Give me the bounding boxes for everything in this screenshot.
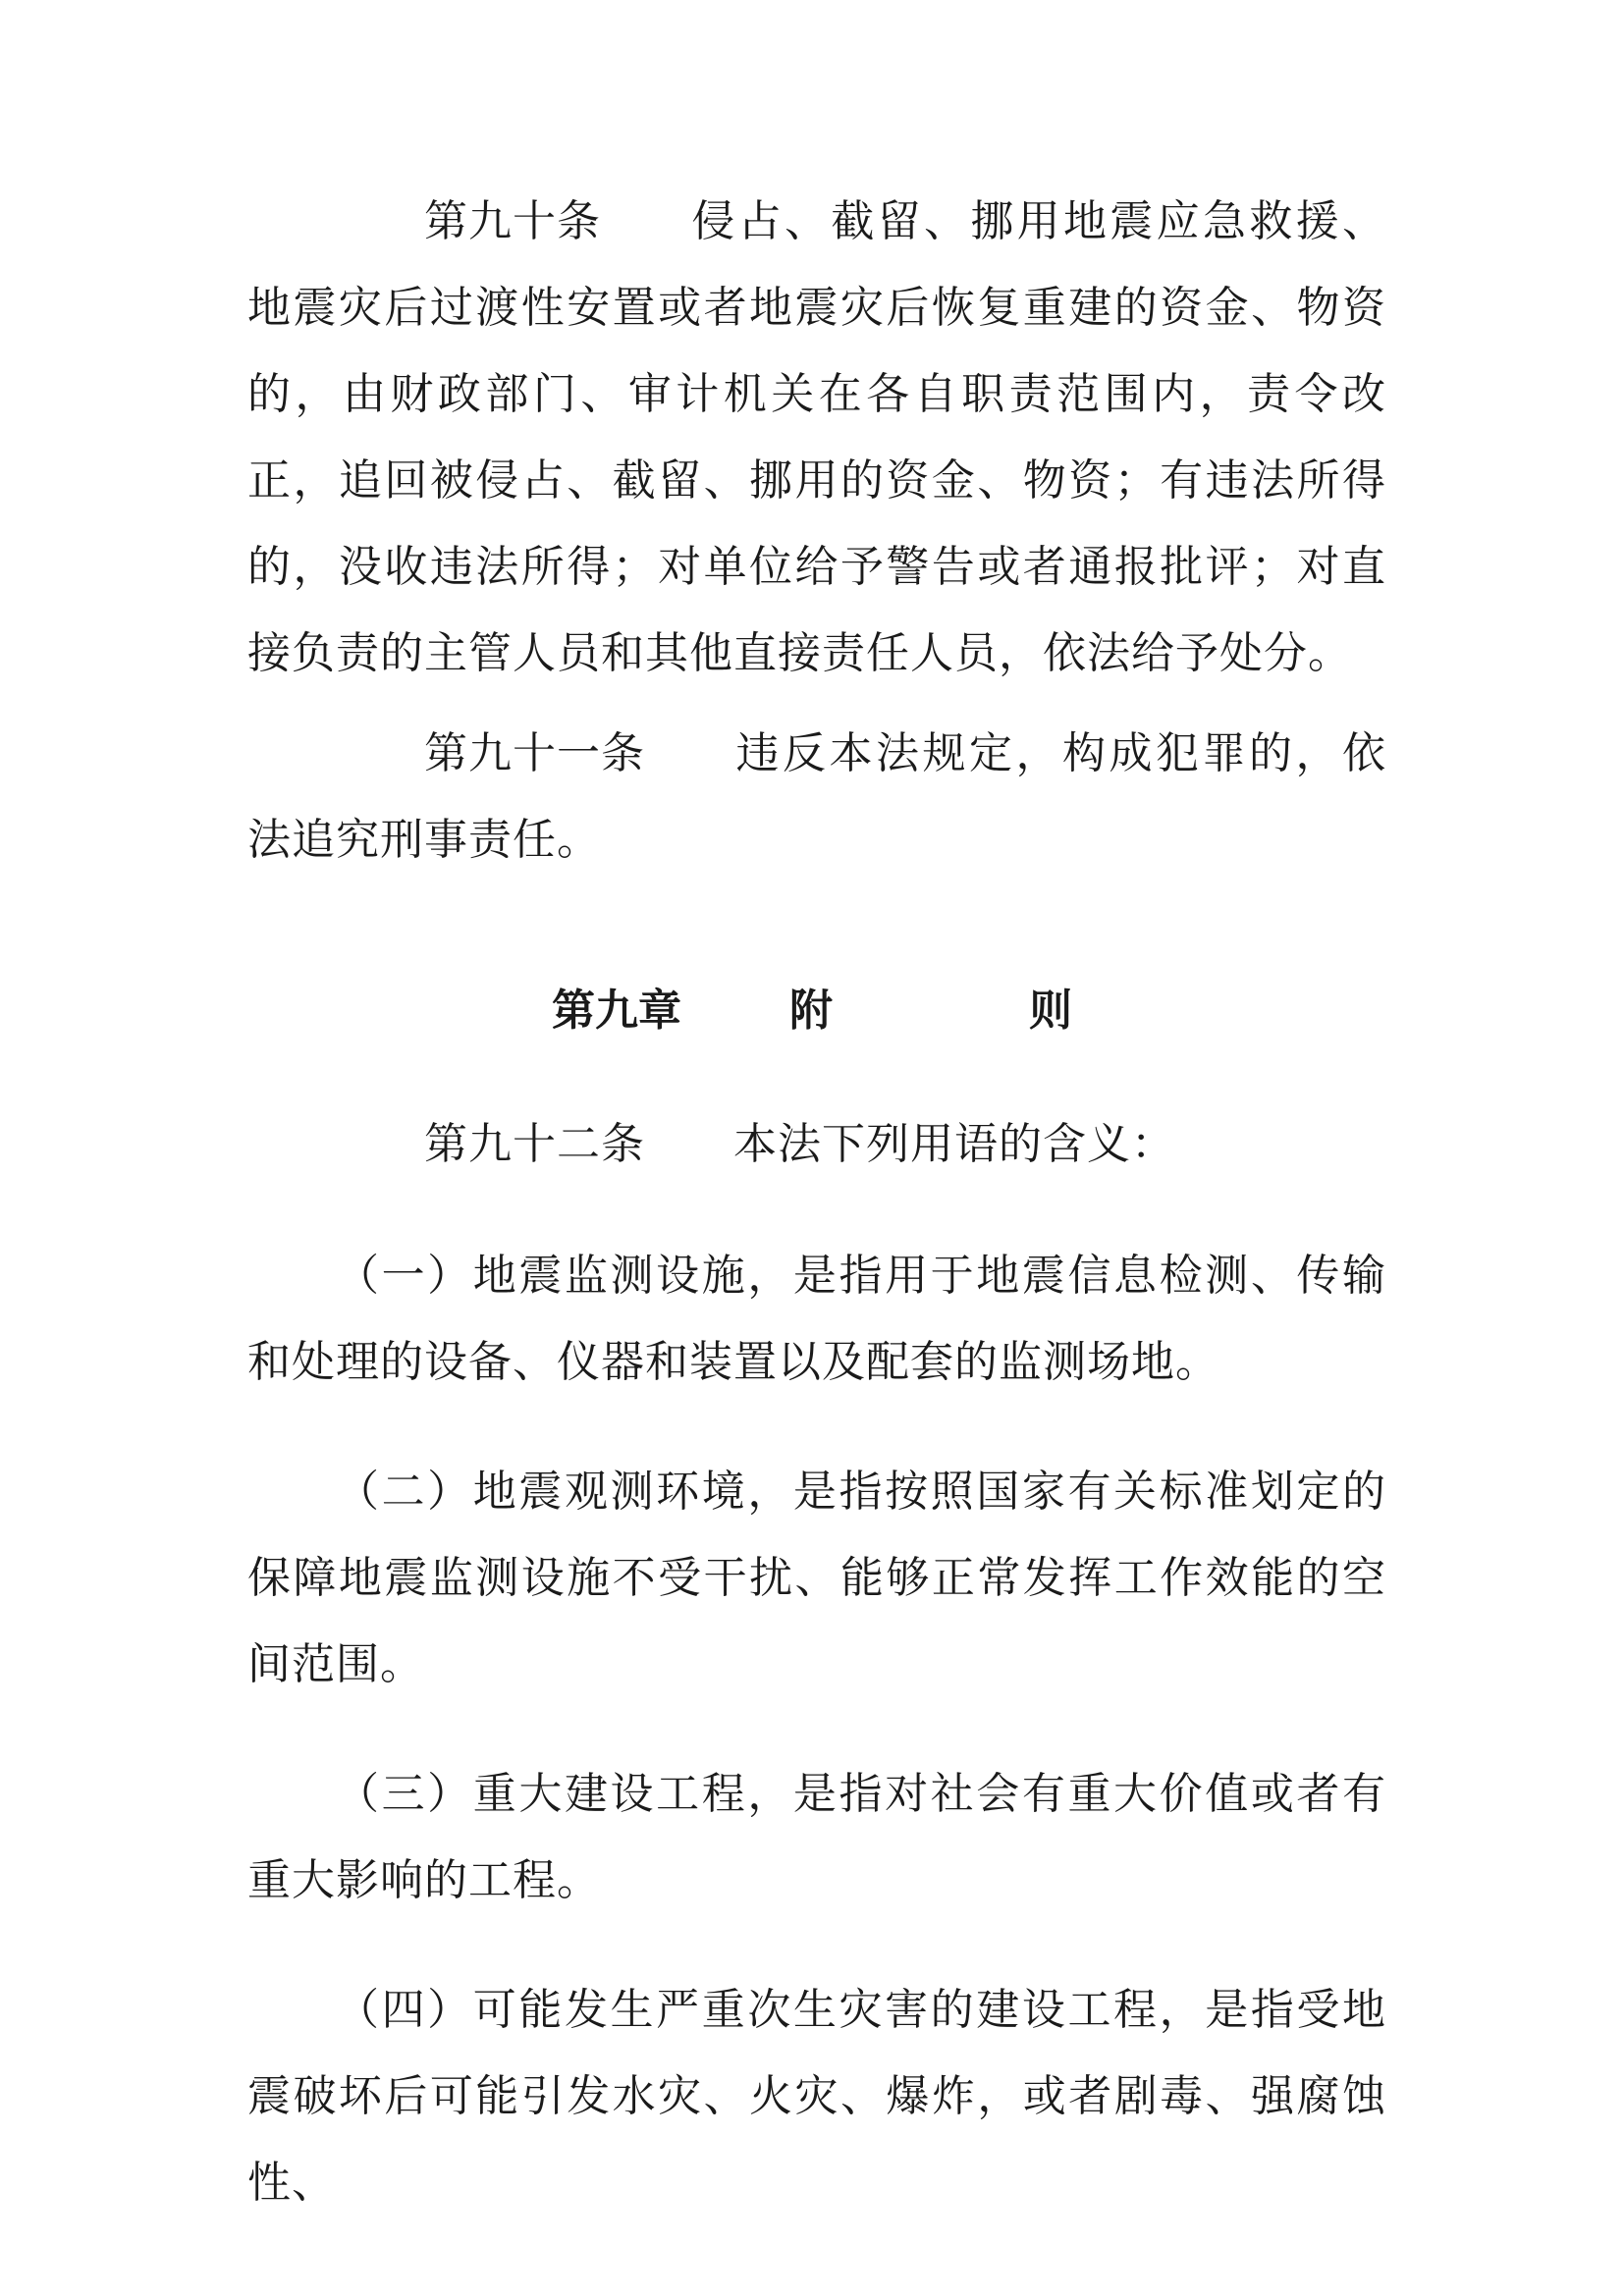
chapter-number: 第九章 [552,986,681,1036]
definition-text: （三）重大建设工程，是指对社会有重大价值或者有重大影响的工程。 [247,1769,1386,1905]
article-number: 第九十一条 [424,728,645,778]
definition-1 [247,1233,1386,1406]
article-91 [247,711,1386,883]
article-text: 违反本法规定，构成犯罪的，依法追究刑事责任。 [247,728,1386,865]
chapter-title-char-1: 附 [789,986,833,1036]
article-text: 侵占、截留、挪用地震应急救援、地震灾后过渡性安置或者地震灾后恢复重建的资金、物资的，由财政部门、审计机关在各自职责范围内，责令改正，追回被侵占、截留、挪用的资金、物资；有违法所得的，没收违法所得；对单位给予警告或者通报批评；对直接负责的主管人员和其他直接责任人员，依法给予处分。 [247,196,1386,678]
definition-3 [247,1751,1386,1924]
article-number: 第九十条 [424,196,601,246]
article-number: 第九十二条 [424,1119,645,1169]
chapter-title-char-2: 则 [1029,986,1072,1036]
article-text: 本法下列用语的含义： [733,1119,1175,1169]
article-90 [247,179,1386,697]
definition-4 [247,1967,1386,2226]
definition-2 [247,1449,1386,1708]
article-92 [247,1101,1386,1188]
definition-text: （四）可能发生严重次生灾害的建设工程，是指受地震破坏后可能引发水灾、火灾、爆炸，或者剧毒、强腐蚀性、 [247,1985,1386,2208]
definition-text: （二）地震观测环境，是指按照国家有关标准划定的保障地震监测设施不受干扰、能够正常发挥工作效能的空间范围。 [247,1467,1386,1689]
definition-text: （一）地震监测设施，是指用于地震信息检测、传输和处理的设备、仪器和装置以及配套的监测场地。 [247,1251,1386,1387]
chapter-heading [0,968,1624,1054]
